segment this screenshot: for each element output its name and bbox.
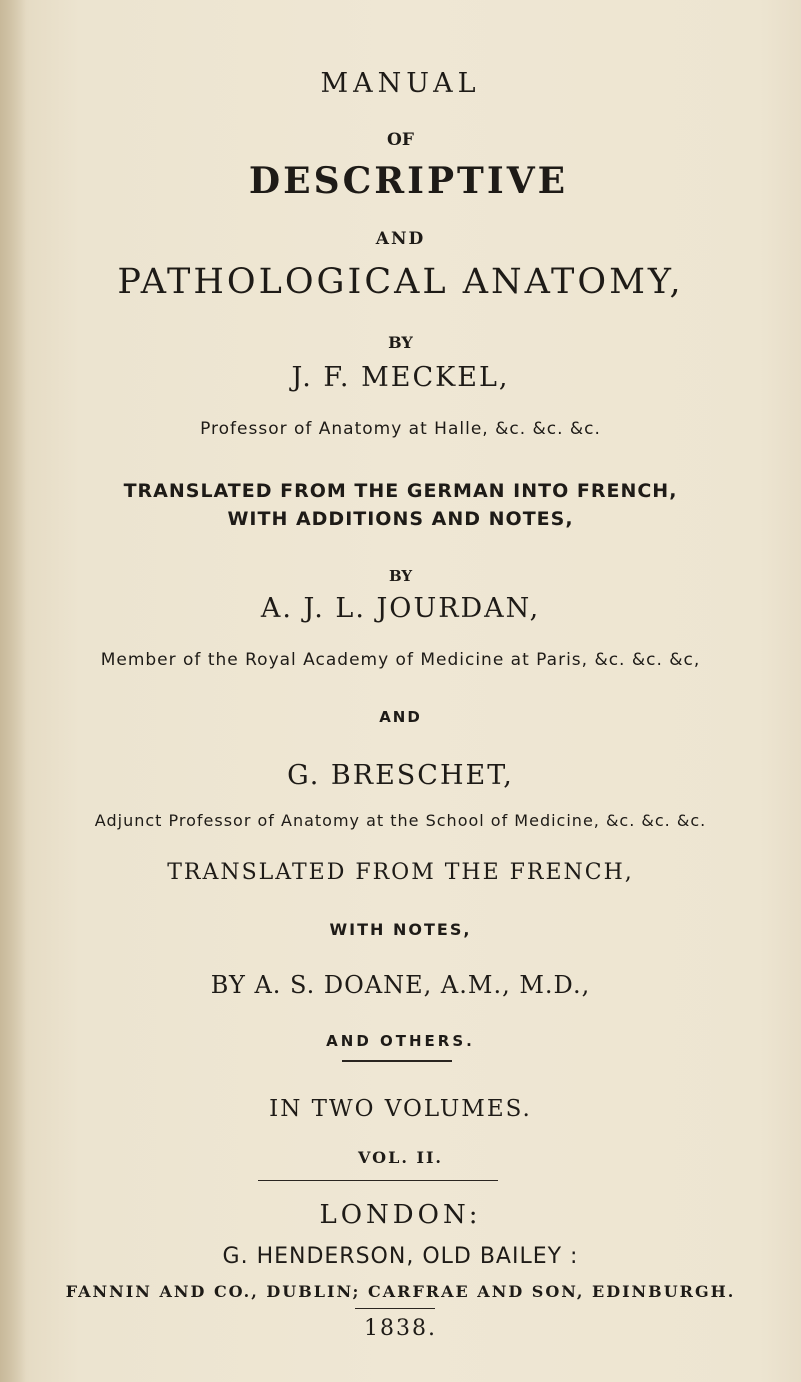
translator2-description: Adjunct Professor of Anatomy at the School of Medicine, &c. &c. &c. [94,811,707,830]
translator1-name: A. J. L. JOURDAN, [260,593,541,624]
translators-conjunction: AND [379,708,422,726]
translation-french-line2: WITH ADDITIONS AND NOTES, [227,508,574,530]
volume-number: VOL. II. [358,1148,443,1167]
imprint-other-publishers: FANNIN AND CO., DUBLIN; CARFRAE AND SON, EDINBURGH. [65,1282,736,1301]
title-descriptive: DESCRIPTIVE [248,160,569,202]
author-by: BY [388,333,413,352]
translator1-description: Member of the Royal Academy of Medicine at Paris, &c. &c. &c, [100,650,701,670]
divider-rule-2 [258,1180,498,1181]
imprint-city: LONDON: [319,1200,482,1230]
translator2-name: G. BRESCHET, [287,760,514,791]
imprint-year: 1838. [364,1316,437,1341]
title-of: OF [387,130,414,150]
translation-english-line1: TRANSLATED FROM THE FRENCH, [167,860,634,885]
translation-english-line2: WITH NOTES, [329,920,472,939]
translation-english-line4: AND OTHERS. [326,1032,475,1050]
divider-rule-3 [355,1308,435,1309]
page-gutter-shadow [0,0,26,1382]
title-manual: MANUAL [320,68,481,99]
translation-french-line1: TRANSLATED FROM THE GERMAN INTO FRENCH, [123,480,678,502]
author-name: J. F. MECKEL, [291,362,510,393]
translator1-by: BY [388,567,413,585]
translation-english-line3: BY A. S. DOANE, A.M., M.D., [210,971,591,999]
title-pathological-anatomy: PATHOLOGICAL ANATOMY, [117,262,684,302]
volumes-line: IN TWO VOLUMES. [269,1096,532,1122]
author-description: Professor of Anatomy at Halle, &c. &c. &c. [200,419,601,439]
title-and: AND [375,229,426,249]
divider-rule-1 [342,1060,452,1062]
imprint-publisher: G. HENDERSON, OLD BAILEY : [222,1244,579,1269]
